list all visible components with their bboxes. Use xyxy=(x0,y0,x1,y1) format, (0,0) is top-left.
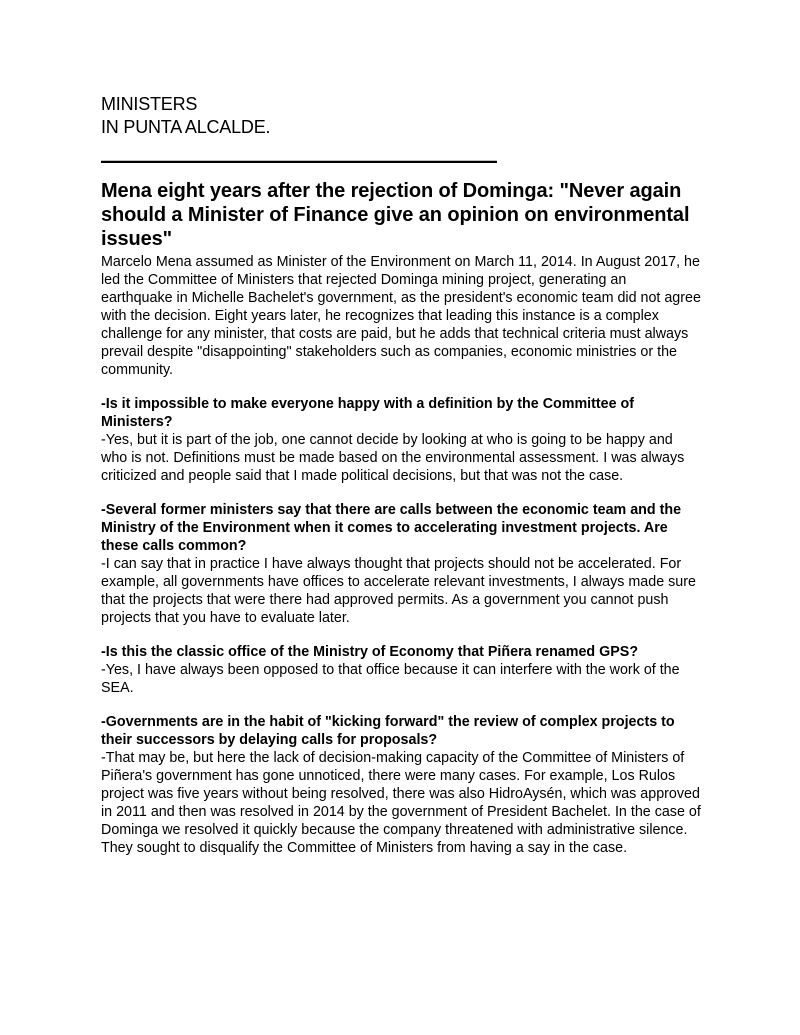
article-intro: Marcelo Mena assumed as Minister of the Environment on March 11, 2014. In August 2017, he led the Committee of Ministers that rejected Dominga mining project, generating an earthquake in Michelle Bachelet's government, as the president's economic team did not agree with the decision. Eight years later, he recognizes that leading this instance is a complex challenge for any minister, that costs are paid, but he adds that technical criteria must always prevail despite "disappointing" stakeholders such as companies, economic ministries or the community. xyxy=(101,254,701,378)
header-line-2: IN PUNTA ALCALDE. xyxy=(101,117,271,137)
document-page xyxy=(101,93,701,857)
question-4: -Governments are in the habit of "kicking forward" the review of complex projects to their successors by delaying calls for proposals? xyxy=(101,714,675,748)
answer-1: -Yes, but it is part of the job, one cannot decide by looking at who is going to be happy and who is not. Definitions must be made based on the environmental assessment. I was always criticized and people said that I made political decisions, but that was not the case. xyxy=(101,432,685,484)
dash-rule: —————————————————— xyxy=(101,148,497,173)
question-1: -Is it impossible to make everyone happy with a definition by the Committee of Ministers? xyxy=(101,396,635,430)
document-header xyxy=(101,93,701,139)
answer-2: -I can say that in practice I have always thought that projects should not be accelerated. For example, all governments have offices to accelerate relevant investments, I always made sure that the projects that were there had approved permits. As a government you cannot push projects that you have to evaluate later. xyxy=(101,556,696,626)
question-3: -Is this the classic office of the Ministry of Economy that Piñera renamed GPS? xyxy=(101,644,639,660)
qa-block-1 xyxy=(101,395,701,485)
header-line-1: MINISTERS xyxy=(101,94,198,114)
answer-4: -That may be, but here the lack of decision-making capacity of the Committee of Ministers of Piñera's government has gone unnoticed, there were many cases. For example, Los Rulos project was five years without being resolved, there was also HidroAysén, which was approved in 2011 and then was resolved in 2014 by the government of President Bachelet. In the case of Dominga we resolved it quickly because the company threatened with administrative silence. They sought to disqualify the Committee of Ministers from having a say in the case. xyxy=(101,750,701,856)
qa-block-4 xyxy=(101,713,701,857)
question-2: -Several former ministers say that there are calls between the economic team and the Ministry of the Environment when it comes to accelerating investment projects. Are these calls common? xyxy=(101,502,682,554)
qa-block-2 xyxy=(101,501,701,627)
answer-3: -Yes, I have always been opposed to that office because it can interfere with the work of the SEA. xyxy=(101,662,680,696)
qa-block-3 xyxy=(101,643,701,697)
article-headline: Mena eight years after the rejection of Dominga: "Never again should a Minister of Finance give an opinion on environmental issues" xyxy=(101,180,690,250)
